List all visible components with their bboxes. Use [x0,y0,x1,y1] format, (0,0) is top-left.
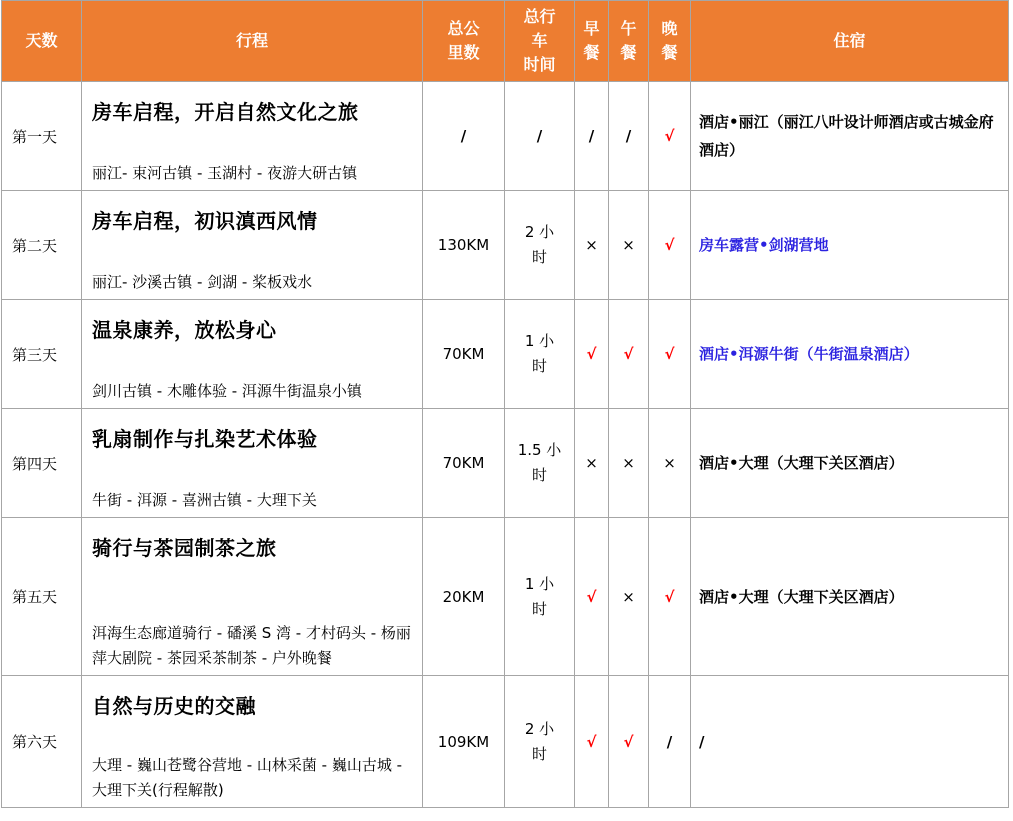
route-cell [82,82,423,191]
day-cell: 第三天 [2,300,82,409]
header-drive-time: 总行 车 时间 [505,1,575,82]
breakfast-cell: × [575,191,609,300]
dinner-cell: √ [649,518,691,676]
drive-time-cell: 2 小 时 [505,676,575,808]
day-cell: 第五天 [2,518,82,676]
breakfast-cell: √ [575,518,609,676]
drive-time-cell: 2 小 时 [505,191,575,300]
header-route: 行程 [82,1,423,82]
day-cell: 第二天 [2,191,82,300]
day-cell: 第六天 [2,676,82,808]
distance-cell: / [423,82,505,191]
hotel-cell: 酒店•大理（大理下关区酒店） [691,518,1009,676]
lunch-cell: × [609,518,649,676]
lunch-cell: × [609,191,649,300]
header-dinner: 晚 餐 [649,1,691,82]
route-title: 房车启程，初识滇西风情 [92,209,318,233]
dinner-cell: √ [649,82,691,191]
breakfast-cell: × [575,409,609,518]
header-hotel: 住宿 [691,1,1009,82]
drive-time-cell: 1 小 时 [505,300,575,409]
itinerary-table [1,0,1009,808]
header-row [2,1,1009,82]
route-title: 温泉康养，放松身心 [92,318,277,342]
header-breakfast: 早 餐 [575,1,609,82]
route-title: 自然与历史的交融 [92,694,256,718]
route-title: 乳扇制作与扎染艺术体验 [92,427,318,451]
route-stops: 剑川古镇 - 木雕体验 - 洱源牛街温泉小镇 [92,382,362,400]
hotel-cell: 房车露营•剑湖营地 [691,191,1009,300]
breakfast-cell: √ [575,300,609,409]
route-title: 骑行与茶园制茶之旅 [92,536,277,560]
route-stops: 丽江- 沙溪古镇 - 剑湖 - 桨板戏水 [92,273,313,291]
table-row [2,191,1009,300]
distance-cell: 70KM [423,300,505,409]
table-row [2,409,1009,518]
route-cell [82,676,423,808]
drive-time-cell: / [505,82,575,191]
route-stops: 牛街 - 洱源 - 喜洲古镇 - 大理下关 [92,491,317,509]
dinner-cell: × [649,409,691,518]
distance-cell: 70KM [423,409,505,518]
header-day: 天数 [2,1,82,82]
distance-cell: 20KM [423,518,505,676]
lunch-cell: / [609,82,649,191]
breakfast-cell: / [575,82,609,191]
header-lunch: 午 餐 [609,1,649,82]
drive-time-cell: 1 小 时 [505,518,575,676]
route-cell [82,300,423,409]
table-row [2,82,1009,191]
route-stops: 洱海生态廊道骑行 - 磻溪 S 湾 - 才村码头 - 杨丽萍大剧院 - 茶园采茶制茶 - 户外晚餐 [92,624,411,667]
route-stops: 大理 - 巍山苍鹭谷营地 - 山林采菌 - 巍山古城 - 大理下关(行程解散) [92,756,403,799]
lunch-cell: √ [609,676,649,808]
table-row [2,518,1009,676]
distance-cell: 109KM [423,676,505,808]
lunch-cell: √ [609,300,649,409]
table-row [2,676,1009,808]
hotel-cell: 酒店•洱源牛街（牛街温泉酒店） [691,300,1009,409]
day-cell: 第一天 [2,82,82,191]
dinner-cell: √ [649,300,691,409]
route-title: 房车启程，开启自然文化之旅 [92,100,359,124]
dinner-cell: / [649,676,691,808]
header-distance: 总公 里数 [423,1,505,82]
route-cell [82,191,423,300]
hotel-cell: / [691,676,1009,808]
hotel-cell: 酒店•丽江（丽江八叶设计师酒店或古城金府酒店） [691,82,1009,191]
table-row [2,300,1009,409]
lunch-cell: × [609,409,649,518]
route-stops: 丽江- 束河古镇 - 玉湖村 - 夜游大研古镇 [92,164,358,182]
route-cell [82,518,423,676]
day-cell: 第四天 [2,409,82,518]
breakfast-cell: √ [575,676,609,808]
route-cell [82,409,423,518]
drive-time-cell: 1.5 小 时 [505,409,575,518]
distance-cell: 130KM [423,191,505,300]
hotel-cell: 酒店•大理（大理下关区酒店） [691,409,1009,518]
dinner-cell: √ [649,191,691,300]
